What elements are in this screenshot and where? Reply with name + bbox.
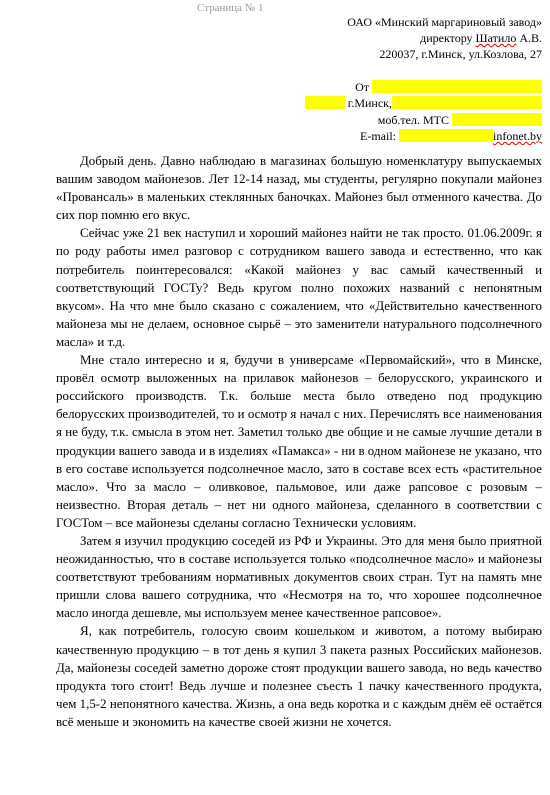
sender-email-redaction [399,129,493,142]
sender-phone-label: моб.тел. МТС [377,113,449,127]
page-number-label: Страница № 1 [197,2,264,14]
paragraph-1: Добрый день. Давно наблюдаю в магазинах большую номенклатуру выпускаемых вашим заводом майонезов. Лет 12-14 назад, мы студенты, регулярно покупали майонез «Провансаль» в маленьких стеклянных баночках. Майонез был отменного качества. До сих пор помню его вкус. [56,154,542,223]
sender-city: г.Минск, [347,96,392,110]
sender-phone-line [378,112,542,128]
sender-address-redaction [392,96,542,109]
director-initials: А.В. [516,31,542,45]
director-prefix: директору [420,31,476,45]
paragraph-5: Я, как потребитель, голосую своим кошельком и животом, а потому выбираю качественную продукцию – в тот день я купил 3 пакета разных Российских майонезов. Да, майонезы соседей заметно дороже стоят продукции вашего завода, но ведь качество продукта того стоит! Ведь лучше и полезнее съесть 1 пачку качественного продукта, чем 1,5-2 непонятного качества. Жизнь, а она ведь коротка и с каждым днём её остаётся всё меньше и экономить на качестве своей жизни не хочется. [56,624,542,729]
recipient-company: ОАО «Минский маргариновый завод» [347,15,542,29]
sender-email-domain: infonet.by [493,129,542,143]
paragraph-3: Мне стало интересно и я, будучи в универсаме «Первомайский», что в Минске, провёл осмотр выложенных на прилавок майонезов – белорусского, украинского и российского производств. Т.к. больше места было отведено под продукцию белорусских производителей, то и осмотр я начал с них. Перечислять все наименования я не буду, т.к. смысла в этом нет. Заметил только две общие и не самые лучшие детали в продукции вашего завода и в изделиях «Памакса» - ни в одном майонезе не указано, что в его составе используется подсолнечное масло, зато в составе всех есть «растительное масло». Что за масло – оливковое, пальмовое, или даже рапсовое с розовым – неизвестно. Вторая деталь – нет ни одного майонеза, сделанного в соответствии с ГОСТом – все майонезы сделаны согласно Технически условиям. [56,353,542,530]
sender-email-line [360,128,542,144]
recipient-director [420,30,542,46]
paragraph-4: Затем я изучил продукцию соседей из РФ и Украины. Это для меня было приятной неожиданностью, что в составе используется только «подсолнечное масло» и майонезы соответствуют требованиям нормативных документов своих стран. Тут на память мне пришли слова вашего сотрудника, что «Несмотря на то, что хорошее подсолнечное масло иногда дешевле, мы используем менее качественное рапсовое». [56,533,542,621]
director-surname: Шатило [475,31,517,45]
recipient-address: 220037, г.Минск, ул.Козлова, 27 [379,47,542,61]
sender-prefix-redaction [305,96,345,109]
sender-from-line [355,79,542,95]
letter-body [56,152,542,731]
paragraph-2: Сейчас уже 21 век наступил и хороший майонез найти не так просто. 01.06.2009г. я по роду работы имел разговор с сотрудником вашего завода и естественно, что как потребитель поинтересовался: «Какой майонез у вас самый качественный и соответствующий ГОСТу? Ведь кругом полно похожих названий с непонятным вкусом». На что мне было сказано с сожалением, что «Действительно качественного майонеза мы не делаем, основное сырьё – это заменители натурального подсолнечного масла» и т.д. [56,226,542,349]
sender-name-redaction [372,80,542,93]
sender-city-line [305,95,542,111]
sender-email-label: E-mail: [360,129,396,143]
sender-phone-redaction [452,113,542,126]
sender-from-label: От [355,80,369,94]
